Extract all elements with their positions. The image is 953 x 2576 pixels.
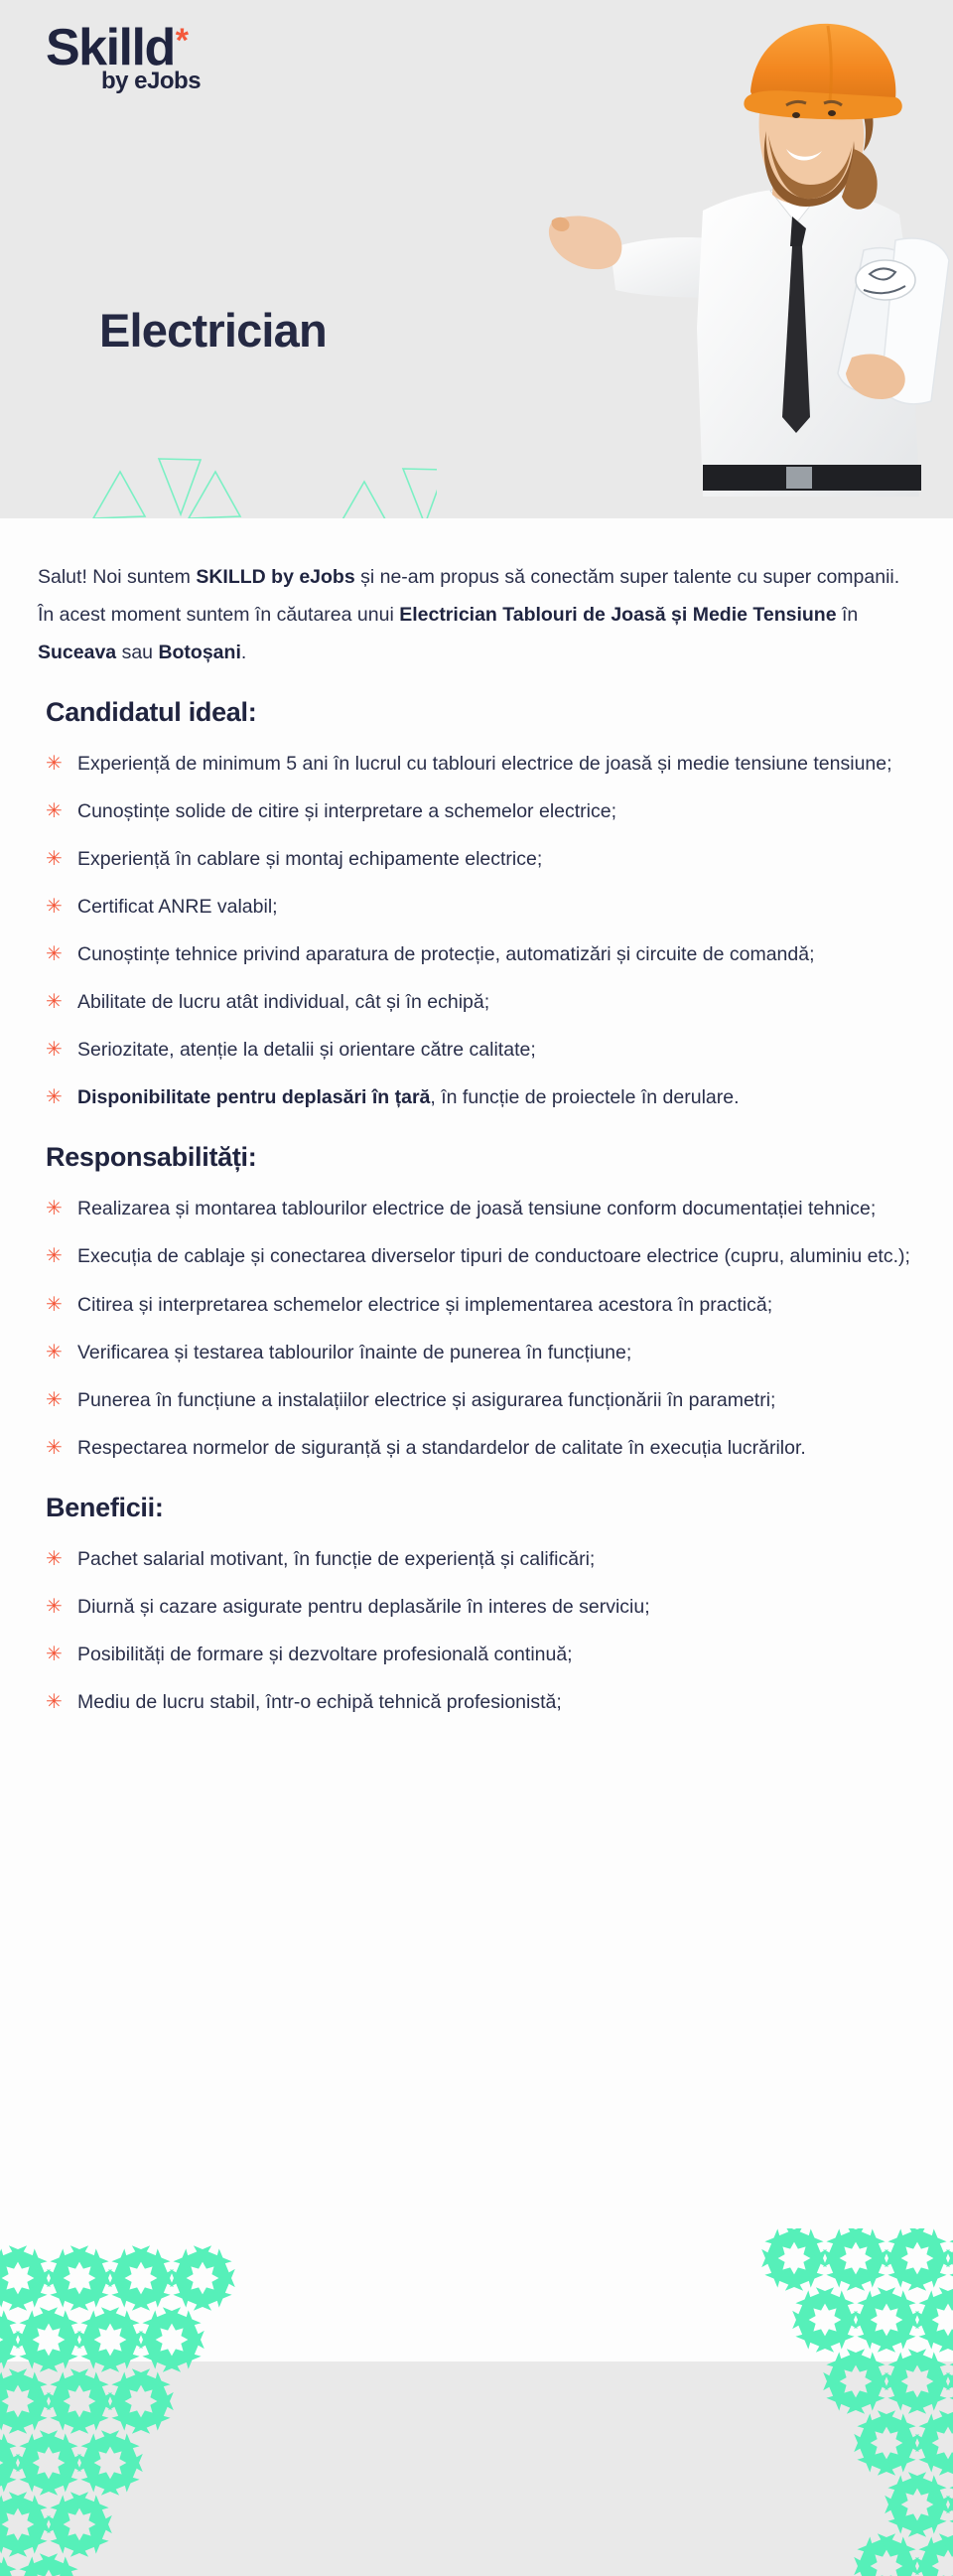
- triangle-shape: [915, 2311, 938, 2350]
- section-title: Responsabilități:: [46, 1142, 257, 1173]
- list-item: [38, 1079, 915, 1116]
- triangle-shape: [119, 2310, 142, 2349]
- list-item-text: Pachet salarial motivant, în funcție de experiență și calificări;: [77, 1547, 596, 1570]
- triangle-shape: [80, 2307, 119, 2330]
- triangle-shape: [88, 2269, 111, 2308]
- triangle-shape: [816, 2329, 855, 2352]
- triangle-shape: [895, 2290, 918, 2329]
- list-item-text: Cunoștințe solide de citire și interpretare a schemelor electrice;: [77, 800, 617, 823]
- asterisk-bullet-icon: ✳: [46, 1086, 63, 1109]
- triangle-shape: [211, 2248, 234, 2287]
- triangle-shape: [761, 2249, 784, 2288]
- triangle-shape: [792, 2311, 815, 2350]
- list-item-text: Abilitate de lucru atât individual, cât și în echipă;: [77, 991, 490, 1014]
- list-item-text: Diurnă și cazare asigurate pentru deplasările în interes de serviciu;: [77, 1595, 650, 1618]
- triangle-shape: [887, 2267, 926, 2290]
- list-item: [38, 1032, 915, 1069]
- asterisk-bullet-icon: ✳: [46, 1547, 63, 1570]
- section: [38, 1493, 915, 1721]
- triangle-shape: [885, 2249, 907, 2288]
- triangle-shape: [150, 2269, 173, 2308]
- triangle-shape: [70, 2287, 109, 2310]
- list-item: [38, 1191, 915, 1227]
- asterisk-bullet-icon: ✳: [46, 943, 63, 966]
- triangle-shape: [132, 2245, 171, 2268]
- list-item-text: Mediu de lucru stabil, într-o echipă tehnică profesionistă;: [77, 1690, 562, 1713]
- list-item-text: Experiență în cablare și montaj echipamente electrice;: [77, 848, 543, 871]
- triangle-shape: [792, 2290, 815, 2329]
- section: [38, 697, 915, 1116]
- list-item: [38, 1287, 915, 1324]
- list-item-text: Realizarea și montarea tablourilor electrice de joasă tensiune conform documentației tehnice;: [77, 1198, 877, 1220]
- triangle-shape: [170, 2269, 193, 2308]
- triangle-shape: [834, 2311, 857, 2350]
- asterisk-bullet-icon: ✳: [46, 1643, 63, 1665]
- triangle-shape: [47, 2269, 69, 2308]
- intro-text-5: .: [240, 642, 247, 664]
- section: [38, 1142, 915, 1466]
- triangle-shape: [915, 2290, 938, 2329]
- triangle-shape: [0, 2307, 17, 2330]
- triangle-shape: [847, 2228, 885, 2249]
- electrician-photo: [437, 0, 953, 518]
- list-item-text: Certificat ANRE valabil;: [77, 896, 278, 919]
- triangle-shape: [50, 2287, 88, 2310]
- triangle-shape: [926, 2249, 949, 2288]
- list-item: [38, 746, 915, 783]
- bullet-list: [38, 1191, 915, 1466]
- triangle-shape: [857, 2287, 895, 2310]
- triangle-shape: [194, 2245, 232, 2268]
- triangle-shape: [816, 2287, 855, 2310]
- triangle-shape: [939, 2329, 953, 2352]
- asterisk-bullet-icon: ✳: [46, 1245, 63, 1268]
- triangle-shape: [764, 2228, 803, 2249]
- triangle-shape: [47, 2248, 69, 2287]
- triangle-shape: [40, 2307, 78, 2330]
- page-title: Electrician: [99, 304, 327, 357]
- sections-container: [38, 697, 915, 1721]
- triangle-shape: [0, 2248, 9, 2287]
- triangle-shape: [0, 2269, 9, 2308]
- triangle-shape: [132, 2287, 171, 2310]
- triangle-shape: [181, 2310, 204, 2349]
- asterisk-bullet-icon: ✳: [46, 991, 63, 1014]
- intro-brand-bold: SKILLD by eJobs: [196, 566, 355, 588]
- triangle-shape: [761, 2228, 784, 2267]
- triangle-shape: [173, 2245, 211, 2268]
- list-item-text: Experiență de minimum 5 ani în lucrul cu tablouri electrice de joasă și medie tensiune tensiune;: [77, 753, 892, 776]
- triangle-shape: [0, 2245, 27, 2268]
- logo-wordmark: Skilld: [46, 19, 175, 76]
- triangle-shape: [895, 2311, 918, 2350]
- triangle-shape: [854, 2311, 877, 2350]
- intro-text-3: în: [836, 604, 859, 627]
- job-description-body: [0, 518, 953, 1721]
- triangle-shape: [88, 2248, 111, 2287]
- triangle-shape: [926, 2228, 949, 2267]
- intro-text-4: sau: [116, 642, 159, 664]
- triangle-shape: [50, 2245, 88, 2268]
- list-item: [38, 1684, 915, 1721]
- triangle-shape: [111, 2245, 150, 2268]
- triangle-shape: [908, 2228, 947, 2249]
- triangle-shape: [19, 2307, 58, 2330]
- asterisk-bullet-icon: ✳: [46, 1341, 63, 1363]
- triangle-shape: [142, 2307, 181, 2330]
- logo-asterisk-icon: *: [175, 22, 189, 60]
- triangle-shape: [211, 2269, 234, 2308]
- triangle-shape: [887, 2228, 926, 2249]
- intro-city-1: Suceava: [38, 642, 117, 664]
- list-item-bold: Disponibilitate pentru deplasări în țară: [77, 1086, 431, 1109]
- triangle-shape: [139, 2310, 162, 2349]
- triangle-shape: [803, 2249, 826, 2288]
- asterisk-bullet-icon: ✳: [46, 1388, 63, 1411]
- triangle-shape: [939, 2287, 953, 2310]
- list-item: [38, 841, 915, 878]
- triangle-shape: [834, 2290, 857, 2329]
- triangle-shape: [77, 2310, 100, 2349]
- triangle-shape: [854, 2290, 877, 2329]
- triangle-shape: [865, 2228, 887, 2267]
- asterisk-bullet-icon: ✳: [46, 1436, 63, 1459]
- triangle-shape: [949, 2267, 953, 2290]
- triangle-shape: [101, 2307, 140, 2330]
- triangle-shape: [795, 2329, 834, 2352]
- list-item: [38, 1637, 915, 1673]
- list-item: [38, 1382, 915, 1419]
- asterisk-bullet-icon: ✳: [46, 1198, 63, 1220]
- triangle-shape: [785, 2267, 824, 2290]
- section-title: Candidatul ideal:: [46, 697, 257, 728]
- list-item: [38, 889, 915, 926]
- triangle-shape: [823, 2249, 846, 2288]
- triangle-shape: [163, 2307, 202, 2330]
- triangle-shape: [885, 2228, 907, 2267]
- list-item-text: , în funcție de proiectele în derulare.: [430, 1086, 740, 1109]
- asterisk-bullet-icon: ✳: [46, 753, 63, 776]
- list-item: [38, 1541, 915, 1578]
- asterisk-bullet-icon: ✳: [46, 1595, 63, 1618]
- triangle-shape: [878, 2287, 916, 2310]
- list-item: [38, 936, 915, 973]
- triangle-shape: [785, 2228, 824, 2249]
- triangle-shape: [0, 2287, 27, 2310]
- asterisk-bullet-icon: ✳: [46, 848, 63, 871]
- intro-role-bold: Electrician Tablouri de Joasă și Medie Tensiune: [399, 604, 837, 627]
- hero-banner: [0, 0, 953, 518]
- list-item: [38, 1589, 915, 1626]
- bullet-list: [38, 1541, 915, 1721]
- triangle-shape: [803, 2228, 826, 2267]
- bullet-list: [38, 746, 915, 1116]
- list-item-text: Citirea și interpretarea schemelor electrice și implementarea acestora în practică;: [77, 1293, 773, 1316]
- intro-text-1: Salut! Noi suntem: [38, 566, 197, 588]
- triangle-shape: [108, 2248, 131, 2287]
- triangle-shape: [170, 2248, 193, 2287]
- triangle-shape: [150, 2248, 173, 2287]
- list-item: [38, 1238, 915, 1275]
- triangle-shape: [70, 2245, 109, 2268]
- triangle-shape: [823, 2228, 846, 2267]
- intro-paragraph: [38, 558, 915, 671]
- triangle-shape: [946, 2228, 953, 2267]
- brand-logo[interactable]: [46, 19, 202, 94]
- triangle-shape: [878, 2329, 916, 2352]
- intro-text-2: și ne-am propus să conectăm super talente cu super companii. În acest moment suntem în căutarea unui: [38, 566, 900, 627]
- footer-band: [0, 2361, 953, 2576]
- triangle-shape: [865, 2249, 887, 2288]
- triangle-shape: [27, 2269, 50, 2308]
- list-item-text: Punerea în funcțiune a instalațiilor electrice și asigurarea funcționării în parametri;: [77, 1388, 776, 1411]
- triangle-shape: [918, 2287, 953, 2310]
- asterisk-bullet-icon: ✳: [46, 1293, 63, 1316]
- intro-city-2: Botoșani: [158, 642, 241, 664]
- list-item-text: Execuția de cablaje și conectarea diverselor tipuri de conductoare electrice (cupru, aluminiu etc.);: [77, 1245, 910, 1268]
- triangle-shape: [194, 2287, 232, 2310]
- triangle-shape: [918, 2329, 953, 2352]
- triangle-shape: [108, 2269, 131, 2308]
- triangle-shape: [16, 2310, 39, 2349]
- hero-triangle-decoration-left: [83, 445, 381, 518]
- triangle-shape: [9, 2287, 48, 2310]
- triangle-shape: [764, 2267, 803, 2290]
- section-title: Beneficii:: [46, 1492, 164, 1522]
- list-item-text: Seriozitate, atenție la detalii și orientare către calitate;: [77, 1039, 536, 1062]
- triangle-shape: [857, 2329, 895, 2352]
- triangle-shape: [795, 2287, 834, 2310]
- triangle-shape: [111, 2287, 150, 2310]
- triangle-shape: [58, 2310, 80, 2349]
- asterisk-bullet-icon: ✳: [46, 896, 63, 919]
- triangle-shape: [0, 2310, 20, 2349]
- asterisk-bullet-icon: ✳: [46, 1690, 63, 1713]
- list-item-text: Cunoștințe tehnice privind aparatura de protecție, automatizări și circuite de comandă;: [77, 943, 815, 966]
- asterisk-bullet-icon: ✳: [46, 800, 63, 823]
- triangle-shape: [826, 2228, 865, 2249]
- triangle-shape: [847, 2267, 885, 2290]
- list-item: [38, 1335, 915, 1371]
- list-item: [38, 1430, 915, 1467]
- list-item: [38, 793, 915, 830]
- triangle-shape: [9, 2245, 48, 2268]
- triangle-shape: [826, 2267, 865, 2290]
- triangle-shape: [173, 2287, 211, 2310]
- asterisk-bullet-icon: ✳: [46, 1039, 63, 1062]
- list-item: [38, 984, 915, 1021]
- list-item-text: Posibilități de formare și dezvoltare profesională continuă;: [77, 1643, 573, 1665]
- triangle-shape: [27, 2248, 50, 2287]
- triangle-shape: [946, 2249, 953, 2288]
- list-item-text: Respectarea normelor de siguranță și a standardelor de calitate în execuția lucrărilor.: [77, 1436, 806, 1459]
- list-item-text: Verificarea și testarea tablourilor înainte de punerea în funcțiune;: [77, 1341, 632, 1363]
- logo-tagline: by eJobs: [101, 68, 202, 94]
- triangle-shape: [949, 2228, 953, 2249]
- triangle-shape: [908, 2267, 947, 2290]
